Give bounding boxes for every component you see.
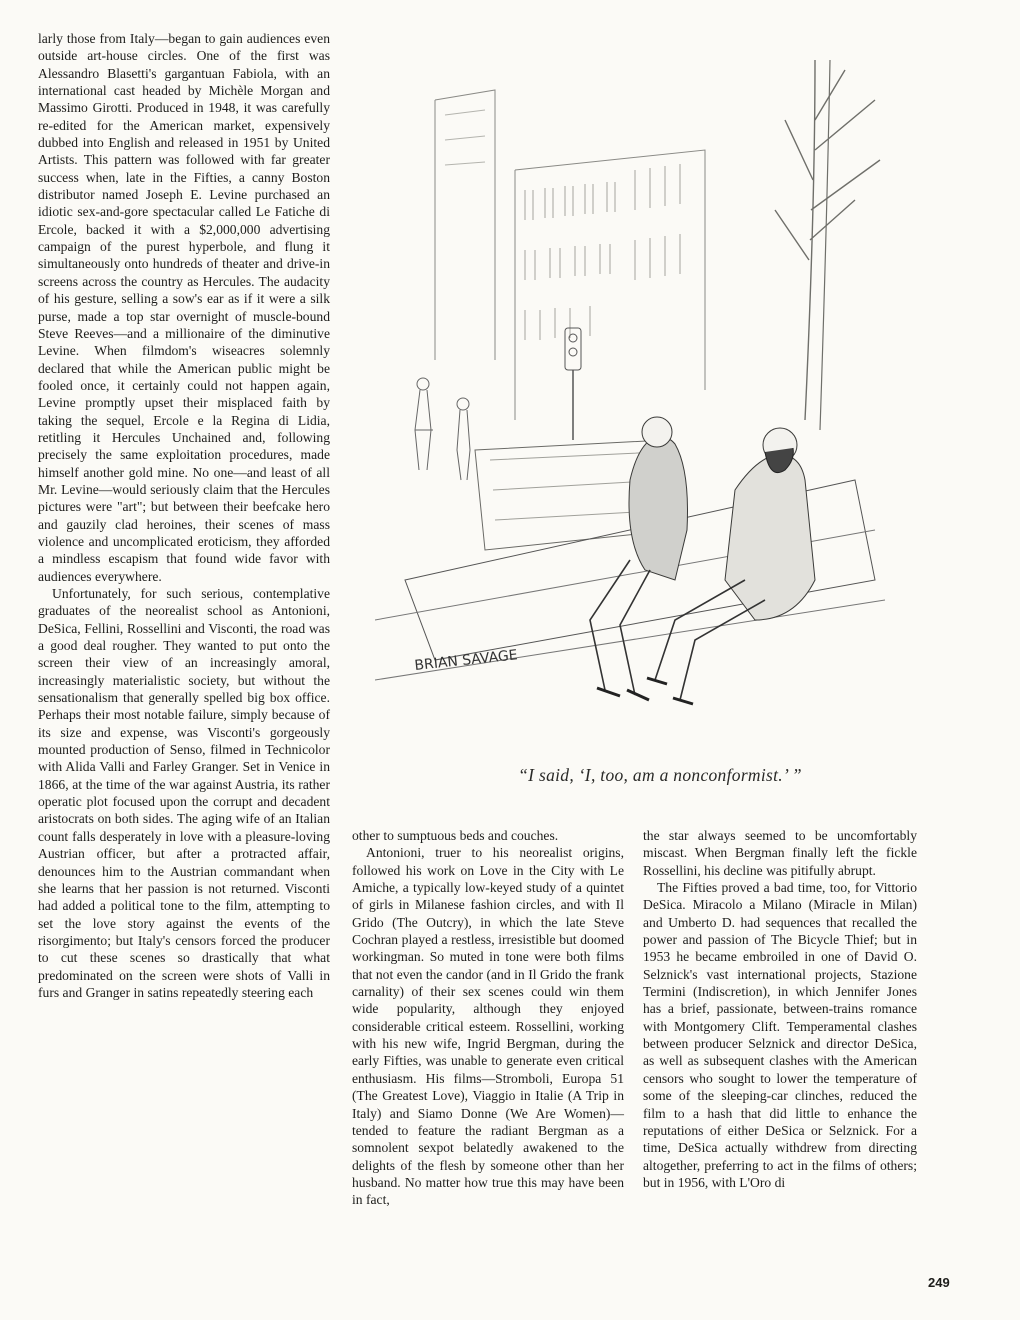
text-column-2 bbox=[352, 827, 624, 1209]
page-number: 249 bbox=[928, 1275, 950, 1290]
cartoon-illustration bbox=[375, 60, 895, 730]
paragraph: the star always seemed to be uncomfortably miscast. When Bergman finally left the fickle Rossellini, his decline was pitifully abrupt. bbox=[643, 828, 917, 878]
text-column-3 bbox=[643, 827, 917, 1191]
paragraph: The Fifties proved a bad time, too, for Vittorio DeSica. Miracolo a Milano (Miracle in Milan) and Umberto D. had sequences that recalled the power and passion of The Bicycle Thief; but in 1953 he became embroiled in one of David O. Selznick's vast international projects, Stazione Termini (Indiscretion), in which Jennifer Jones has a brief, passionate, between-trains romance with Montgomery Clift. Temperamental clashes between producer Selznick and director DeSica, as well as subsequent clashes with the American censors who sought to lower the temperature of some of the sleeping-car clinches, reduced the film to a hash that did little to enhance the reputations of either DeSica or Selznick. For a time, DeSica actually withdrew from directing altogether, preferring to act in the films of others; but in 1956, with L'Oro di bbox=[643, 880, 917, 1190]
paragraph: other to sumptuous beds and couches. bbox=[352, 828, 559, 843]
text-column-1 bbox=[38, 30, 330, 1001]
paragraph: Antonioni, truer to his neorealist origins, followed his work on Love in the City with Le Amiche, a typically low-keyed study of a quintet of girls in Milanese fashion circles, and with Il Grido (The Outcry), in which the late Steve Cochran played a restless, irresistible but doomed workingman. So muted in tone were both films that not even the candor (and in Il Grido the frank carnality) of their sex scenes could win them wide popularity, although they enjoyed considerable critical esteem. Rossellini, working with his new wife, Ingrid Bergman, during the early Fifties, was unable to generate even critical enthusiasm. His films—Stromboli, Europa 51 (The Greatest Love), Viaggio in Italie (A Trip in Italy) and Siamo Donne (We Are Women)—tended to feature the radiant Bergman as a somnolent sexpot belatedly awakened to the delights of the flesh by someone other than her husband. No matter how true this may have been in fact, bbox=[352, 845, 624, 1208]
cartoon-caption: “I said, ‘I, too, am a nonconformist.’ ” bbox=[518, 765, 802, 785]
paragraph: larly those from Italy—began to gain audiences even outside art-house circles. One of the first was Alessandro Blasetti's gargantuan Fabiola, with an international cast headed by Michèle Morgan and Massimo Girotti. Produced in 1948, it was carefully re-edited for the American market, expensively dubbed into English and released in 1951 by United Artists. This pattern was followed with far greater success when, late in the Fifties, a canny Boston distributor named Joseph E. Levine purchased an idiotic sex-and-gore spectacular called Le Fatiche di Ercole, backed it with a $2,000,000 advertising campaign of the purest hyperbole, and flung it simultaneously onto hundreds of theater and drive-in screens across the country as Hercules. The audacity of his gesture, selling a sow's ear as if it were a silk purse, made a top star overnight of muscle-bound Steve Reeves—and a millionaire of the diminutive Levine. When filmdom's wiseacres solemnly declared that while the American public might be fooled once, it certainly could not happen again, Levine promptly upset their misplaced faith by taking the sequel, Ercole e la Regina di Lidia, retitling it Hercules Unchained and, following precisely the same exploitation procedures, made himself another gold mine. No one—and least of all Mr. Levine—would seriously claim that the Hercules pictures were "art"; but between their beefcake hero and gauzily clad heroines, their scenes of mass violence and uncomplicated eroticism, they afforded a mindless escapism that found wide favor with audiences everywhere. bbox=[38, 31, 330, 584]
cartoonist-signature: BRIAN SAVAGE bbox=[413, 647, 519, 674]
paragraph: Unfortunately, for such serious, contemplative graduates of the neorealist school as Antonioni, DeSica, Fellini, Rossellini and Visconti, the road was a good deal rougher. They wanted to put onto the screen their view of an increasingly amoral, increasingly materialistic society, but without the sensationalism that generally spelled big box office. Perhaps their most notable failure, simply because of its size and expense, was Visconti's gorgeously mounted production of Senso, filmed in Technicolor with Alida Valli and Farley Granger. Set in Venice in 1866, at the time of the war against Austria, its rather operatic plot focused upon the corrupt and decadent aristocrats on both sides. The aging wife of an Italian count falls desperately in love with a pleasure-loving Austrian officer, but after a protracted affair, denounces him to the Austrian commandant when she learns that her passion is not returned. Visconti had added a political tone to the film, attempting to set the love story against the events of the risorgimento; but Italy's censors forced the producer to cut these scenes so drastically that what predominated on the screen were shots of Valli in furs and Granger in satins repeatedly steering each bbox=[38, 586, 330, 1000]
